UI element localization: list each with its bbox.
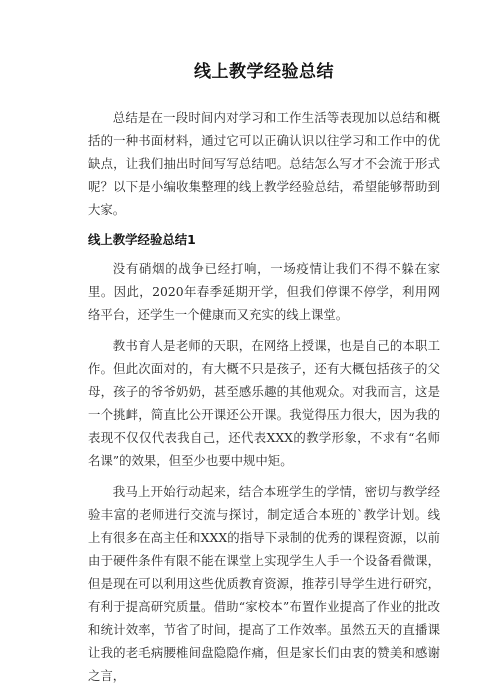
document-title: 线上教学经验总结 [194,62,334,82]
document-body [88,60,440,695]
body-paragraph-1: 没有硝烟的战争已经打响，一场疫情让我们不得不躲在家里。因此，2020年春季延期开学，但我们停课不停学，利用网络平台，还学生一个健康而又充实的线上课堂。 [88,261,440,322]
body-paragraph-3: 我马上开始行动起来，结合本班学生的学情，密切与教学经验丰富的老师进行交流与探讨，制定适合本班的`教学计划。线上有很多在高主任和XXX的指导下录制的优秀的课程资源，以前由于硬件条件有限不能在课堂上实现学生人手一个设备看微课，但是现在可以利用这些优质教育资源，推荐引导学生进行研究，有利于提高研究质量。借助“家校本”布置作业提高了作业的批改和统计效率，节省了时间，提高了工作效率。虽然五天的直播课让我的老毛病腰椎间盘隐隐作痛，但是家长们由衷的赞美和感谢之言， [88,484,440,683]
body-paragraph-2: 教书育人是老师的天职，在网络上授课，也是自己的本职工作。但此次面对的，有大概不只是孩子，还有大概包括孩子的父母，孩子的爷爷奶奶，甚至感乐趣的其他观众。对我而言，这是一个挑衅，简直比公开课还公开课。我觉得压力很大，因为我的表现不仅仅代表我自己，还代表XXX的教学形象，不求有“名师名课”的效果，但至少也要中规中矩。 [88,338,440,468]
intro-paragraph: 总结是在一段时间内对学习和工作生活等表现加以总结和概括的一种书面材料，通过它可以正确认识以往学习和工作中的优缺点，让我们抽出时间写写总结吧。总结怎么写才不会流于形式呢？以下是小编收集整理的线上教学经验总结，希望能够帮助到大家。 [88,110,440,217]
section-heading: 线上教学经验总结1 [88,232,196,247]
